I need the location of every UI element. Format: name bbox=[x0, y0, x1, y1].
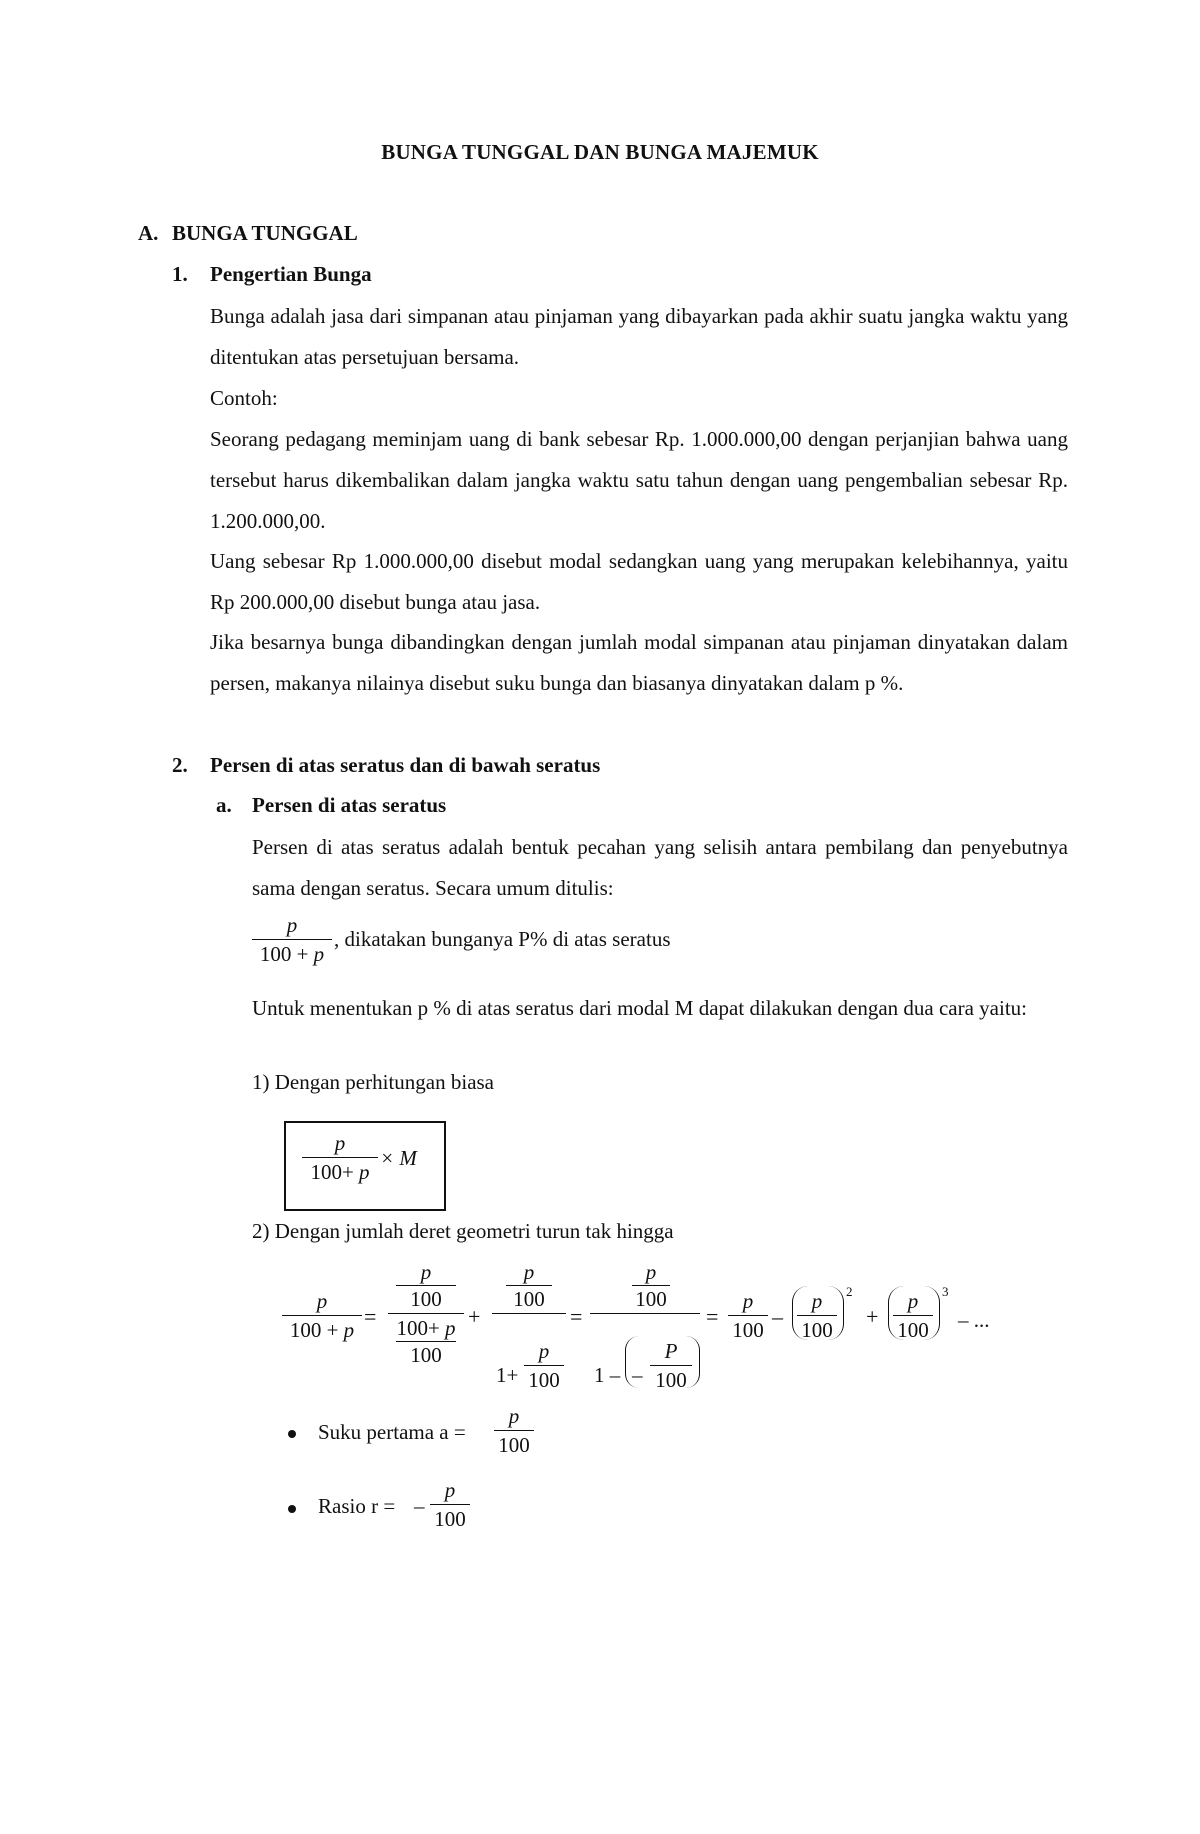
sub-a-heading: Persen di atas seratus bbox=[252, 793, 447, 817]
bullet-dot-2 bbox=[288, 1505, 296, 1513]
section-a-heading: BUNGA TUNGGAL bbox=[172, 221, 358, 245]
ratio-minus-sign: – bbox=[414, 1494, 425, 1518]
equals-sign-2: = bbox=[570, 1304, 583, 1329]
document-title: BUNGA TUNGGAL DAN BUNGA MAJEMUK bbox=[381, 140, 819, 164]
boxed-fraction: p 100+ p bbox=[302, 1131, 378, 1184]
plus-sign-2: + bbox=[866, 1304, 879, 1329]
method-2-label: 2) Dengan jumlah deret geometri turun tak hingga bbox=[252, 1219, 674, 1243]
series-term-2: p 100 bbox=[797, 1289, 837, 1342]
item-1-heading: Pengertian Bunga bbox=[210, 262, 372, 286]
explanation-paragraph: Uang sebesar Rp 1.000.000,00 disebut modal sedangkan uang yang merupakan kelebihannya, yaitu Rp 200.000,00 disebut bunga atau jasa. bbox=[210, 549, 1068, 614]
series-lhs-fraction: p 100 + p bbox=[282, 1289, 362, 1342]
exponent-3: 3 bbox=[942, 1284, 949, 1299]
fraction-caption: , dikatakan bunganya P% di atas seratus bbox=[334, 927, 671, 951]
one-minus: 1 – bbox=[594, 1363, 621, 1387]
fraction-p-over-100-plus-p: p 100 + p bbox=[252, 913, 332, 966]
ratio-label: Rasio r = bbox=[318, 1494, 396, 1518]
method-1-label: 1) Dengan perhitungan biasa bbox=[252, 1070, 495, 1094]
sub-a-label: a. bbox=[216, 793, 232, 817]
example-paragraph: Seorang pedagang meminjam uang di bank sebesar Rp. 1.000.000,00 dengan perjanjian bahwa uang tersebut harus dikembalikan dalam jangka waktu satu tahun dengan uang pengembalian sebesar Rp. 1.200.000,00. bbox=[210, 427, 1068, 533]
example-label: Contoh: bbox=[210, 386, 278, 410]
method-intro-paragraph: Untuk menentukan p % di atas seratus dari modal M dapat dilakukan dengan dua cara yaitu: bbox=[252, 996, 1028, 1020]
equals-sign-3: = bbox=[706, 1304, 719, 1329]
series-compound-fraction-3: p 100 bbox=[590, 1260, 700, 1316]
series-ellipsis: – ... bbox=[958, 1308, 990, 1332]
item-2-number: 2. bbox=[172, 753, 188, 777]
series-term-3: p 100 bbox=[893, 1289, 933, 1342]
definition-paragraph: Bunga adalah jasa dari simpanan atau pinjaman yang dibayarkan pada akhir suatu jangka waktu yang ditentukan atas persetujuan bersama. bbox=[210, 304, 1068, 369]
bullet-dot-1 bbox=[288, 1430, 296, 1438]
first-term-label: Suku pertama a = bbox=[318, 1420, 466, 1444]
ratio-fraction: p 100 bbox=[430, 1478, 470, 1531]
exponent-2: 2 bbox=[846, 1284, 853, 1299]
inner-fraction-p-over-100: p 100 bbox=[524, 1339, 564, 1392]
series-term-1: p 100 bbox=[728, 1289, 768, 1342]
equals-sign-1: = bbox=[364, 1304, 377, 1329]
series-compound-fraction-1: p 100 100+ p 100 bbox=[388, 1260, 464, 1367]
series-compound-fraction-2: p 100 bbox=[492, 1260, 566, 1316]
item-2-heading: Persen di atas seratus dan di bawah seratus bbox=[210, 753, 601, 777]
section-a-label: A. bbox=[138, 221, 159, 245]
interest-rate-paragraph: Jika besarnya bunga dibandingkan dengan jumlah modal simpanan atau pinjaman dinyatakan dalam persen, makanya nilainya disebut suku bunga dan biasanya dinyatakan dalam p %. bbox=[210, 630, 1068, 695]
times-m: × M bbox=[380, 1146, 417, 1170]
item-1-number: 1. bbox=[172, 262, 188, 286]
document-page: BUNGA TUNGGAL DAN BUNGA MAJEMUK A. BUNGA TUNGGAL 1. Pengertian Bunga Bunga adalah jasa dari simpanan atau pinjaman yang dibayarkan pada akhir suatu jangka waktu yang ditentukan atas persetujuan bersama. Contoh: Seorang pedagang meminjam uang di bank sebesar Rp. 1.000.000,00 dengan perjanjian bahwa uang tersebut harus dikembalikan dalam jangka waktu satu tahun dengan uang pengembalian sebesar Rp. 1.200.000,00. Uang sebesar Rp 1.000.000,00 disebut modal sedangkan uang yang merupakan kelebihannya, yaitu Rp 200.000,00 disebut bunga atau jasa. Jika besarnya bunga dibandingkan dengan jumlah modal simpanan atau pinjaman dinyatakan dalam persen, makanya nilainya disebut suku bunga dan biasanya dinyatakan dalam p %. 2. Persen di atas seratus dan di bawah seratus a. Persen di atas seratus Persen di atas seratus adalah bentuk pecahan yang selisih antara pembilang dan penyebutnya sama dengan seratus. Secara umum ditulis: p 100 + p , dikatakan bunganya P% di atas seratus Untuk menentukan p % di atas seratus dari modal M dapat dilakukan dengan dua cara yaitu: 1) Dengan perhitungan biasa p 100+ p × M 2) Dengan jumlah deret geometri turun tak hingga p 100 + p = p 100 100+ p 100 + p 100 1+ p 100 = p 100 1 – – P 100 = p 100 – p 100 2 + p 100 3 – ... Suku pertama a = p 100 Rasio r = – p 100 bbox=[0, 0, 1200, 1834]
plus-sign-1: + bbox=[468, 1304, 481, 1329]
inner-fraction-P-over-100: P 100 bbox=[650, 1339, 692, 1392]
first-term-fraction: p 100 bbox=[494, 1404, 534, 1457]
percent-above-definition: Persen di atas seratus adalah bentuk pecahan yang selisih antara pembilang dan penyebutnya sama dengan seratus. Secara umum ditulis: bbox=[252, 835, 1068, 900]
minus-sign-1: – bbox=[772, 1304, 783, 1329]
one-plus: 1+ bbox=[496, 1363, 519, 1387]
